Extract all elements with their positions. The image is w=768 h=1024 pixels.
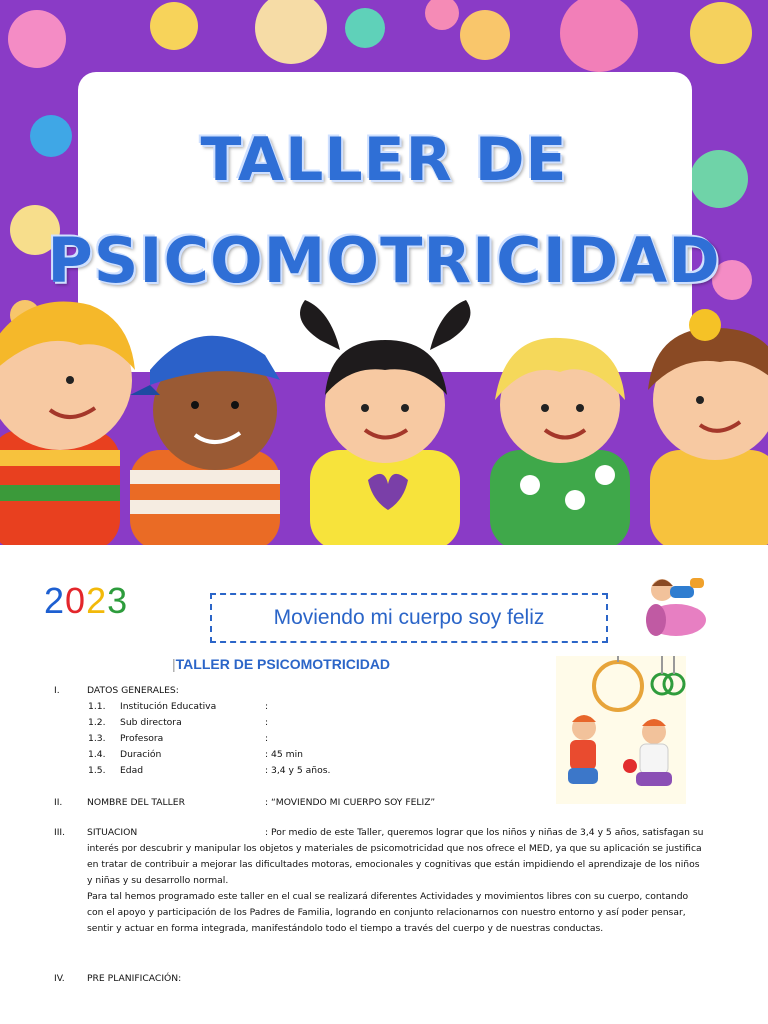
- confetti-dot: [345, 8, 385, 48]
- kids-rings-illustration: [556, 656, 686, 804]
- item-label: Institución Educativa: [120, 701, 217, 712]
- kid-figure: [490, 338, 630, 545]
- year-digit: 2: [44, 580, 66, 621]
- heading-bar: |: [172, 656, 176, 672]
- cover-title-line-2: PSICOMOTRICIDAD: [47, 224, 721, 297]
- subtitle-box: [210, 593, 608, 643]
- paragraph-line: interés por descubrir y manipular los objetos y materiales de psicomotricidad que nos ofrece el MED, ya que su aplicación se justifica: [87, 843, 702, 854]
- section-number: I.: [54, 685, 60, 696]
- section-title: SITUACION: [87, 827, 138, 838]
- section-number: III.: [54, 827, 66, 838]
- section-title: NOMBRE DEL TALLER: [87, 797, 185, 808]
- year-digit: 0: [65, 580, 87, 621]
- kids-illustration: [0, 300, 768, 545]
- item-label: Profesora: [120, 733, 164, 744]
- confetti-dot: [690, 2, 752, 64]
- section-number: IV.: [54, 973, 65, 984]
- item-value: : 45 min: [265, 749, 303, 760]
- paragraph-line: Para tal hemos programado este taller en el cual se realizará diferentes Actividades y movimientos libres con su cuerpo, contando: [87, 891, 689, 902]
- section-title: DATOS GENERALES:: [87, 685, 179, 696]
- cover-title-line-1: TALLER DE: [200, 125, 568, 195]
- barrel-kid-illustration: [640, 568, 712, 640]
- kid-figure: [130, 336, 280, 545]
- item-number: 1.5.: [88, 765, 106, 776]
- year-label: [44, 580, 128, 622]
- item-number: 1.2.: [88, 717, 106, 728]
- heading-text: TALLER DE PSICOMOTRICIDAD: [175, 656, 391, 672]
- section-value: : “MOVIENDO MI CUERPO SOY FELIZ”: [265, 797, 436, 808]
- kid-figure: [300, 300, 470, 545]
- subtitle-text: Moviendo mi cuerpo soy feliz: [273, 606, 545, 629]
- item-number: 1.3.: [88, 733, 106, 744]
- confetti-dot: [150, 2, 198, 50]
- paragraph-line: en tratar de contribuir a mejorar las dificultades motoras, emocionales y cognitivas que están impidiendo el aprendizaje de los niños: [87, 859, 700, 870]
- item-value: :: [265, 701, 269, 712]
- confetti-dot: [560, 0, 638, 72]
- section-title: PRE PLANIFICACIÓN:: [87, 973, 182, 984]
- item-value: :: [265, 717, 269, 728]
- paragraph-line: : Por medio de este Taller, queremos lograr que los niños y niñas de 3,4 y 5 años, satisfagan su: [265, 827, 704, 838]
- item-number: 1.1.: [88, 701, 106, 712]
- confetti-dot: [255, 0, 327, 64]
- item-label: Duración: [120, 749, 162, 760]
- confetti-dot: [460, 10, 510, 60]
- item-label: Sub directora: [120, 717, 182, 728]
- item-value: : 3,4 y 5 años.: [265, 765, 331, 776]
- section-heading: [172, 656, 390, 672]
- item-number: 1.4.: [88, 749, 106, 760]
- confetti-dot: [425, 0, 459, 30]
- item-value: :: [265, 733, 269, 744]
- kid-figure: [648, 309, 768, 545]
- year-digit: 3: [107, 580, 129, 621]
- paragraph-line: sentir y actuar en forma integrada, manifestándolo todo el tiempo a través del cuerpo y de nuestras conductas.: [87, 923, 604, 934]
- kid-figure: [0, 302, 135, 545]
- paragraph-line: con el apoyo y participación de los Padres de Familia, logrando en conjunto relacionarnos con nuestro entorno y así poder pensar,: [87, 907, 686, 918]
- section-number: II.: [54, 797, 63, 808]
- paragraph-line: y niñas y su desarrollo normal.: [87, 875, 229, 886]
- year-digit: 2: [86, 580, 108, 621]
- item-label: Edad: [120, 765, 144, 776]
- confetti-dot: [8, 10, 66, 68]
